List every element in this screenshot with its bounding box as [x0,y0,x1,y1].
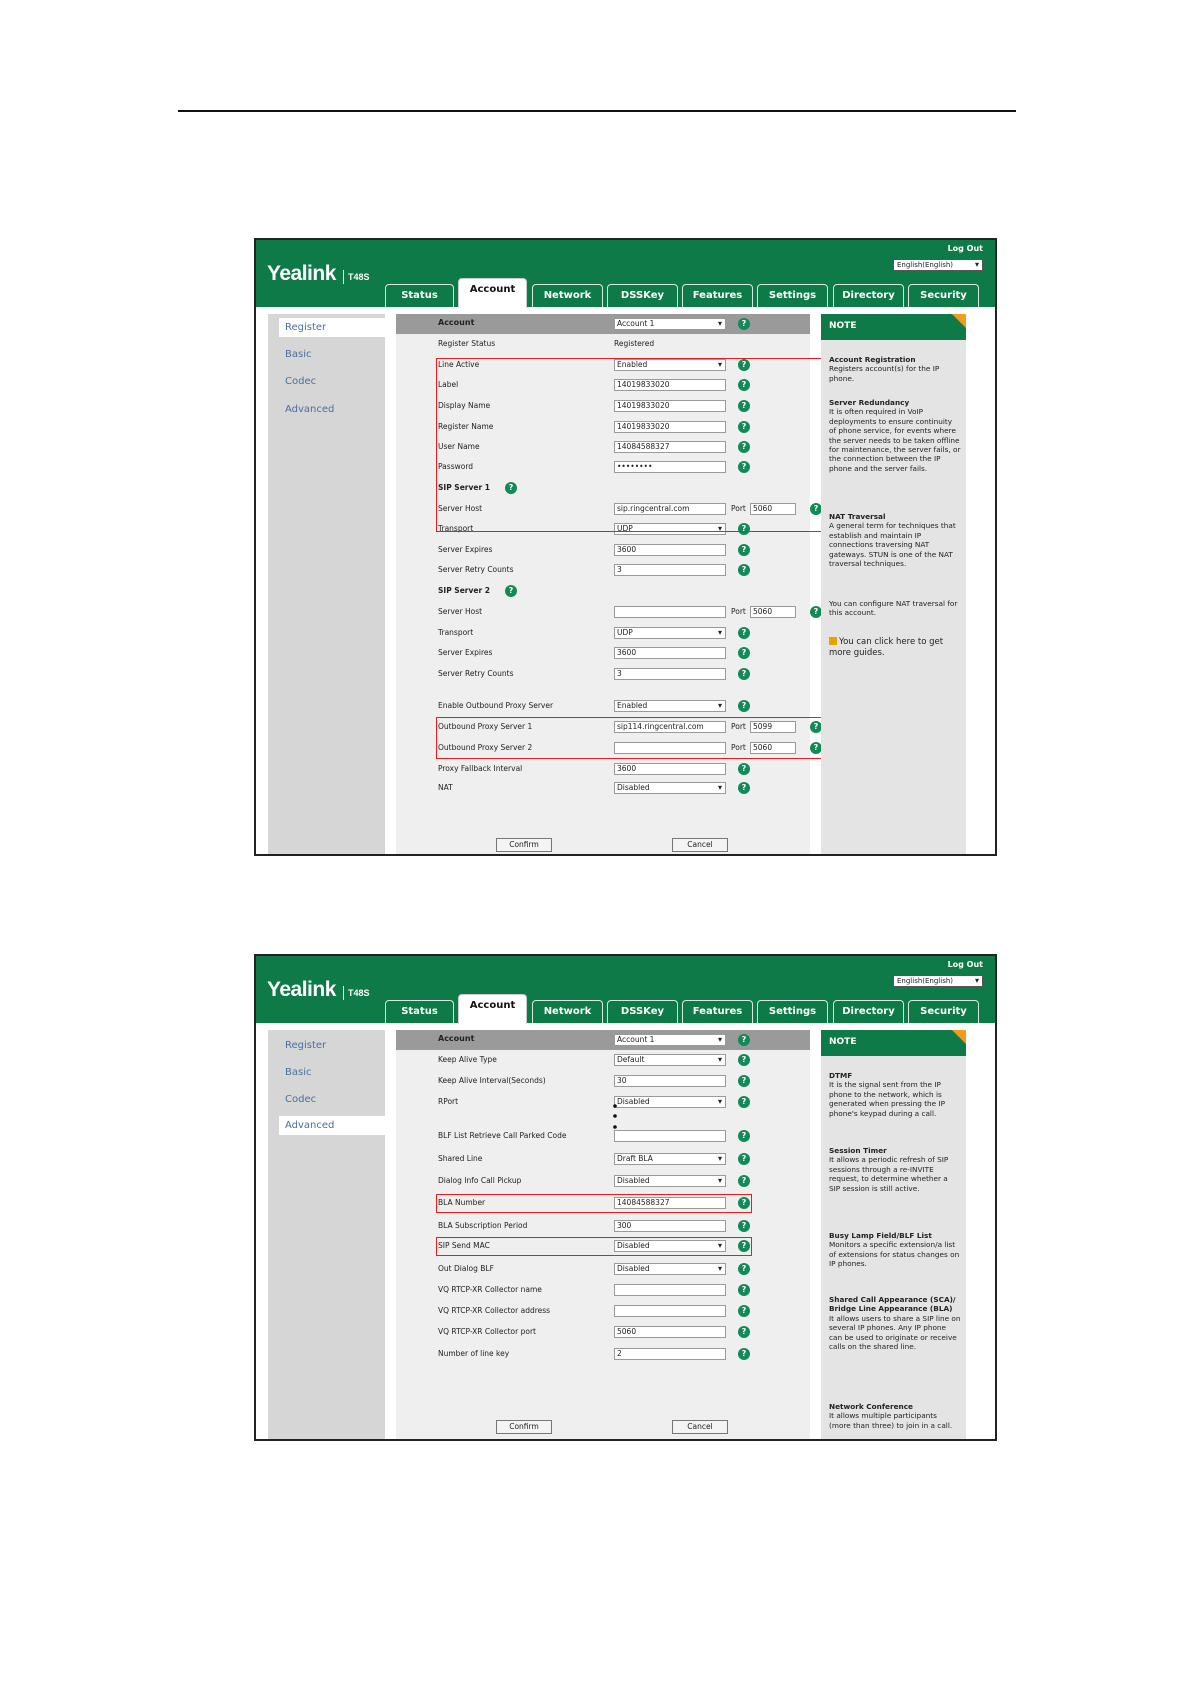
note-block [829,1071,961,1118]
field-input[interactable]: 3 [614,564,726,576]
field-label: Number of line key [438,1349,510,1358]
field-select[interactable]: Disabled ▾ [614,1175,726,1187]
field-select[interactable]: UDP ▾ [614,627,726,639]
note-body: It allows multiple participants (more than three) to join in a call. [829,1411,953,1430]
help-icon[interactable]: ? [738,1153,750,1165]
field-input[interactable] [614,1130,726,1142]
field-input[interactable]: 14019833020 [614,379,726,391]
field-label: Outbound Proxy Server 2 [438,743,533,752]
note-title: DTMF [829,1071,853,1080]
help-icon[interactable]: ? [810,742,822,754]
field-label: BLA Number [438,1198,486,1207]
field-label: VQ RTCP-XR Collector address [438,1306,551,1315]
section-title: SIP Server 1 [438,483,490,492]
help-icon[interactable]: ? [738,1075,750,1087]
tab-security[interactable]: Security [908,284,979,307]
account-label: Account [438,318,475,327]
cancel-button[interactable]: Cancel [672,1420,728,1434]
help-icon[interactable]: ? [738,400,750,412]
field-input[interactable]: 14019833020 [614,421,726,433]
cancel-button[interactable]: Cancel [672,838,728,852]
note-block [829,1146,961,1193]
field-label: BLF List Retrieve Call Parked Code [438,1131,567,1140]
tab-network[interactable]: Network [532,284,603,307]
note-header: NOTE [821,314,966,340]
tab-settings[interactable]: Settings [757,284,828,307]
tab-status[interactable]: Status [385,284,454,307]
tab-dsskey[interactable]: DSSKey [607,1000,678,1023]
help-icon[interactable]: ? [738,1175,750,1187]
tab-features[interactable]: Features [682,284,753,307]
field-input[interactable]: 300 [614,1220,726,1232]
field-label: Enable Outbound Proxy Server [438,701,554,710]
tab-dsskey[interactable]: DSSKey [607,284,678,307]
yealink-logo: Yealink [267,262,336,285]
help-icon[interactable]: ? [738,1096,750,1108]
help-icon[interactable]: ? [505,482,517,494]
help-icon[interactable]: ? [738,1130,750,1142]
help-icon[interactable]: ? [505,585,517,597]
field-input[interactable]: sip.ringcentral.com [614,503,726,515]
field-label: Server Retry Counts [438,669,514,678]
form-area [396,1030,810,1439]
logout-link[interactable]: Log Out [947,960,983,969]
port-input[interactable]: 5060 [750,742,796,754]
help-icon[interactable]: ? [810,606,822,618]
language-select[interactable]: English(English) ▾ [893,259,983,271]
register-screenshot [254,238,997,856]
field-input[interactable]: sip114.ringcentral.com [614,721,726,733]
highlight-box [436,717,835,759]
field-label: Server Expires [438,545,493,554]
tab-features[interactable]: Features [682,1000,753,1023]
tab-status[interactable]: Status [385,1000,454,1023]
section-title: SIP Server 2 [438,586,490,595]
field-label: Line Active [438,360,480,369]
note-body[interactable]: You can click here to get more guides. [829,637,944,658]
language-select[interactable]: English(English) ▾ [893,975,983,987]
account-select[interactable]: Account 1 ▾ [614,1034,726,1046]
tab-network[interactable]: Network [532,1000,603,1023]
note-block[interactable] [829,637,961,659]
field-input[interactable] [614,1284,726,1296]
note-body: It is the signal sent from the IP phone to the network, which is generated when pressing the IP phone's keypad during a call. [829,1080,946,1118]
note-title: Shared Call Appearance (SCA)/ Bridge Line Appearance (BLA) [829,1295,956,1314]
help-icon[interactable]: ? [738,461,750,473]
note-title: Busy Lamp Field/BLF List [829,1231,932,1240]
help-icon[interactable]: ? [738,1348,750,1360]
note-block [829,599,961,618]
sidebar-item-basic[interactable]: Basic [285,349,312,360]
note-panel [821,314,966,854]
field-input[interactable]: 3600 [614,647,726,659]
logout-link[interactable]: Log Out [947,244,983,253]
note-block [829,512,961,568]
note-body: A general term for techniques that establish and maintain IP connections traversing NAT gateways. STUN is one of the NAT traversal techniques. [829,521,956,569]
sidebar-item-advanced[interactable]: Advanced [285,404,335,415]
field-label: Server Host [438,607,483,616]
note-title: Network Conference [829,1402,913,1411]
port-input[interactable]: 5099 [750,721,796,733]
highlight-box [436,1237,752,1256]
help-icon[interactable]: ? [738,544,750,556]
port-input[interactable]: 5060 [750,606,796,618]
help-icon[interactable]: ? [738,647,750,659]
note-block [829,1402,961,1430]
field-label: RPort [438,1097,459,1106]
field-input[interactable]: 14084588327 [614,1197,726,1209]
confirm-button[interactable]: Confirm [496,1420,552,1434]
sidebar-item-advanced[interactable]: Advanced [279,1116,385,1135]
guide-icon [829,637,837,645]
field-label: Register Status [438,339,496,348]
sidebar-item-basic[interactable]: Basic [285,1067,312,1078]
tab-account[interactable]: Account [458,994,527,1024]
field-label: Keep Alive Interval(Seconds) [438,1076,546,1085]
field-label: Display Name [438,401,491,410]
help-icon[interactable]: ? [738,1220,750,1232]
field-select[interactable]: UDP ▾ [614,523,726,535]
tab-directory[interactable]: Directory [833,284,904,307]
field-input[interactable]: 14084588327 [614,441,726,453]
field-select[interactable]: Default ▾ [614,1054,726,1066]
port-input[interactable]: 5060 [750,503,796,515]
help-icon[interactable]: ? [738,782,750,794]
note-body: It allows a periodic refresh of SIP sessions through a re-INVITE request, to determine whether a SIP session is still active. [829,1155,949,1193]
field-input[interactable]: 3 [614,668,726,680]
confirm-button[interactable]: Confirm [496,838,552,852]
sidebar-item-codec[interactable]: Codec [285,376,317,387]
account-select[interactable]: Account 1 ▾ [614,318,726,330]
field-select[interactable]: Disabled ▾ [614,1096,726,1108]
highlight-box [436,1194,752,1213]
field-label: Transport [438,524,474,533]
field-label: Keep Alive Type [438,1055,497,1064]
model-label: T48S [343,986,370,1000]
help-icon[interactable]: ? [738,1197,750,1209]
field-label: Proxy Fallback Interval [438,764,523,773]
field-label: VQ RTCP-XR Collector port [438,1327,536,1336]
note-header: NOTE [821,1030,966,1056]
help-icon[interactable]: ? [738,1054,750,1066]
sidebar-item-codec[interactable]: Codec [285,1094,317,1105]
advanced-screenshot [254,954,997,1441]
field-input[interactable]: •••••••• [614,461,726,473]
field-label: Label [438,380,459,389]
sidebar [268,314,385,854]
ellipsis-icon [612,1102,618,1132]
field-input[interactable]: 3600 [614,763,726,775]
help-icon[interactable]: ? [738,359,750,371]
note-body: It allows users to share a SIP line on several IP phones. Any IP phone can be used to originate or receive calls on the shared line. [829,1313,961,1352]
help-icon[interactable]: ? [810,721,822,733]
field-select[interactable]: Disabled ▾ [614,782,726,794]
help-icon[interactable]: ? [738,564,750,576]
note-title: Server Redundancy [829,398,910,407]
sidebar-item-register[interactable]: Register [279,318,385,337]
account-label: Account [438,1034,475,1043]
field-label: BLA Subscription Period [438,1221,528,1230]
note-block [829,1231,961,1269]
field-input[interactable]: 5060 [614,1326,726,1338]
field-label: Transport [438,628,474,637]
note-body: Registers account(s) for the IP phone. [829,364,940,383]
page-rule [178,110,1016,112]
help-icon[interactable]: ? [738,1284,750,1296]
field-input[interactable] [614,1305,726,1317]
help-icon[interactable]: ? [738,1305,750,1317]
yealink-logo: Yealink [267,978,336,1001]
help-icon[interactable]: ? [738,1263,750,1275]
field-select[interactable]: Disabled ▾ [614,1240,726,1252]
field-label: VQ RTCP-XR Collector name [438,1285,542,1294]
field-label: Dialog Info Call Pickup [438,1176,522,1185]
field-label: Shared Line [438,1154,483,1163]
field-input[interactable]: 3600 [614,544,726,556]
field-label: Password [438,462,474,471]
help-icon[interactable]: ? [810,503,822,515]
field-label: SIP Send MAC [438,1241,490,1250]
help-icon[interactable]: ? [738,668,750,680]
help-icon[interactable]: ? [738,763,750,775]
tab-account[interactable]: Account [458,278,527,308]
field-input[interactable]: 2 [614,1348,726,1360]
field-label: Server Host [438,504,483,513]
field-select[interactable]: Draft BLA ▾ [614,1153,726,1165]
help-icon[interactable]: ? [738,318,750,330]
help-icon[interactable]: ? [738,1326,750,1338]
field-label: User Name [438,442,480,451]
field-input[interactable]: 14019833020 [614,400,726,412]
field-input[interactable] [614,606,726,618]
note-block [829,1295,961,1351]
port-label: Port [731,743,746,752]
note-title: Session Timer [829,1146,887,1155]
help-icon[interactable]: ? [738,700,750,712]
note-body: Monitors a specific extension/a list of extensions for status changes on IP phones. [829,1240,960,1269]
field-label: Register Name [438,422,494,431]
field-select[interactable]: Enabled ▾ [614,359,726,371]
note-body: It is often required in VoIP deployments to ensure continuity of phone service, for events where the server needs to be taken offline for maintenance, the server fails, or the connection between the IP phone and the server fails. [829,407,961,473]
sidebar [268,1030,385,1439]
help-icon[interactable]: ? [738,441,750,453]
highlight-box [436,358,833,532]
tab-security[interactable]: Security [908,1000,979,1023]
note-title: NAT Traversal [829,512,886,521]
tab-directory[interactable]: Directory [833,1000,904,1023]
field-input[interactable]: 30 [614,1075,726,1087]
model-label: T48S [343,270,370,284]
help-icon[interactable]: ? [738,1240,750,1252]
help-icon[interactable]: ? [738,627,750,639]
field-label: NAT [438,783,453,792]
help-icon[interactable]: ? [738,379,750,391]
port-label: Port [731,607,746,616]
field-label: Out Dialog BLF [438,1264,494,1273]
help-icon[interactable]: ? [738,421,750,433]
note-block [829,398,961,473]
field-label: Outbound Proxy Server 1 [438,722,533,731]
field-select[interactable]: Disabled ▾ [614,1263,726,1275]
help-icon[interactable]: ? [738,523,750,535]
note-body: You can configure NAT traversal for this account. [829,599,958,618]
port-label: Port [731,722,746,731]
status-value: Registered [614,339,655,348]
help-icon[interactable]: ? [738,1034,750,1046]
port-label: Port [731,504,746,513]
field-label: Server Expires [438,648,493,657]
sidebar-item-register[interactable]: Register [285,1040,327,1051]
field-select[interactable]: Enabled ▾ [614,700,726,712]
field-label: Server Retry Counts [438,565,514,574]
note-block [829,355,961,383]
note-title: Account Registration [829,355,916,364]
tab-settings[interactable]: Settings [757,1000,828,1023]
